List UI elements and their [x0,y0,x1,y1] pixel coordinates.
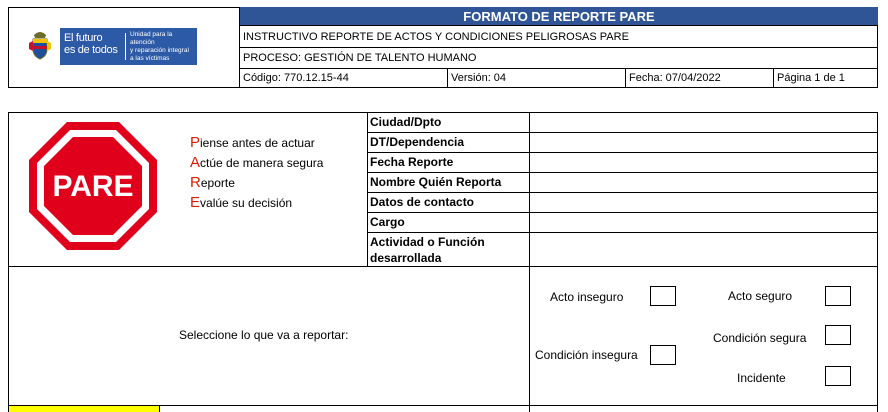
field-value-contacto[interactable] [530,193,878,212]
option-label-incidente: Incidente [737,371,786,385]
checkbox-condicion-insegura[interactable] [650,345,676,365]
pare-acronym [190,133,323,213]
logo-sub-line2: y reparación integral [130,47,189,54]
logo-brand-box [60,28,197,65]
pagina-cell: Página 1 de 1 [777,72,845,84]
acronym-letter: E [190,194,201,211]
option-label-acto-seguro: Acto seguro [728,289,793,303]
logo-main-line1: El futuro [64,32,103,44]
field-label-fecha: Fecha Reporte [370,155,454,169]
field-value-ciudad[interactable] [530,113,878,132]
option-label-condicion-segura: Condición segura [713,331,807,345]
colombia-coat-of-arms-icon [28,29,52,61]
acronym-line-r [190,173,323,193]
acronym-letter: P [190,134,201,151]
version-cell: Versión: 04 [448,68,626,88]
field-label-dependencia: DT/Dependencia [370,135,465,149]
field-label-cargo: Cargo [370,215,405,229]
option-label-condicion-insegura: Condición insegura [535,348,638,362]
acronym-line-e [190,193,323,213]
acronym-line-p [190,133,323,153]
select-prompt: Seleccione lo que va a reportar: [179,328,349,342]
field-label-actividad: Actividad o Función desarrollada [370,235,485,265]
acronym-text: eporte [200,176,235,190]
checkbox-incidente[interactable] [825,366,851,386]
field-label-contacto: Datos de contacto [370,195,475,209]
checkbox-condicion-segura[interactable] [825,325,851,345]
acronym-text: valúe su decisión [200,196,293,210]
logo-divider [125,33,126,60]
cell-divider [159,405,160,412]
codigo-cell: Código: 770.12.15-44 [240,68,448,88]
field-value-cargo[interactable] [530,213,878,232]
stop-sign-icon [27,120,159,252]
proceso-row: PROCESO: GESTIÓN DE TALENTO HUMANO [240,48,878,69]
field-value-nombre[interactable] [530,173,878,192]
field-value-fecha[interactable] [530,153,878,172]
acronym-text: ctúe de manera segura [200,156,324,170]
section-sep [8,266,878,267]
field-label-nombre: Nombre Quién Reporta [370,175,502,189]
fecha-cell: Fecha: 07/04/2022 [626,68,774,88]
instructivo-row: INSTRUCTIVO REPORTE DE ACTOS Y CONDICIONES PELIGROSAS PARE [240,27,878,48]
field-value-dependencia[interactable] [530,133,878,152]
option-label-acto-inseguro: Acto inseguro [550,290,624,304]
field-value-actividad[interactable] [530,233,878,266]
acronym-text: iense antes de actuar [200,136,315,150]
acronym-letter: A [190,154,201,171]
form-title: FORMATO DE REPORTE PARE [240,7,878,26]
acronym-line-a [190,153,323,173]
highlight-cell [9,406,159,412]
acronym-letter: R [190,174,201,191]
logo-sub-line1: Unidad para la atención [130,31,173,46]
logo-sub-line3: a las víctimas [130,55,170,62]
checkbox-acto-seguro[interactable] [825,286,851,306]
stop-sign-label: PARE [52,170,134,203]
field-label-ciudad: Ciudad/Dpto [370,115,442,129]
checkbox-acto-inseguro[interactable] [650,286,676,306]
logo-main-line2: es de todos [64,44,118,56]
